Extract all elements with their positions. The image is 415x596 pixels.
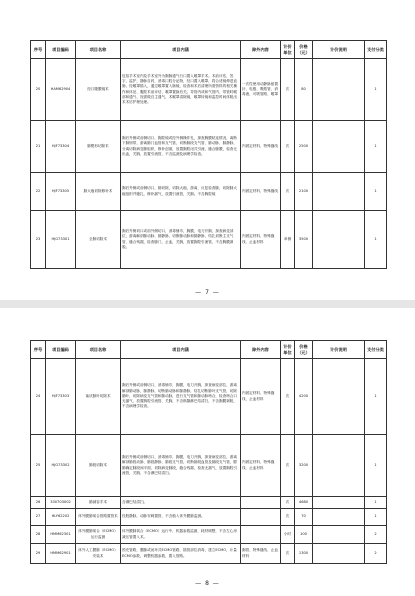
header-name: 项目名称 bbox=[76, 41, 121, 59]
header-note: 计价说明 bbox=[313, 341, 365, 359]
header-note: 计价说明 bbox=[313, 41, 365, 59]
header-pay: 支付分类 bbox=[365, 341, 387, 359]
row-name: 袖状肺叶切除术 bbox=[76, 359, 121, 435]
row-name: 经口腹膜镜术 bbox=[76, 59, 121, 121]
row-note bbox=[313, 435, 365, 497]
row-content: 胸后外侧切口或前外侧切口，消毒铺巾，胸膜，电刀开胸，探查病变部位，游离解剖肺动脉、肺静脉，切断肺动脉和肺静脉，结扎切断主支气管，缝合残端，检查肺门，止血，关胸，放置胸腔引流管，不含胸膜剥脱。 bbox=[121, 211, 241, 269]
table-row bbox=[31, 497, 387, 509]
row-exclude bbox=[241, 497, 281, 509]
row-content: 含淋巴结清扫。 bbox=[121, 497, 241, 509]
row-pay: 1 bbox=[365, 211, 387, 269]
row-unit: 次 bbox=[281, 59, 295, 121]
row-code: HAM62904 bbox=[46, 59, 76, 121]
row-pay: 1 bbox=[365, 435, 387, 497]
table-row bbox=[31, 544, 387, 564]
header-price: 价格（元） bbox=[295, 341, 313, 359]
header-name: 项目名称 bbox=[76, 341, 121, 359]
row-no: 28 bbox=[31, 526, 46, 544]
row-name: 肺段切除术 bbox=[76, 435, 121, 497]
row-note bbox=[313, 59, 365, 121]
document-page-8 bbox=[0, 308, 415, 596]
row-pay: 2 bbox=[365, 526, 387, 544]
table-row bbox=[31, 526, 387, 544]
row-content: 胸后外侧或前侧切口，肺切除，切除大疱，游离，反复检查肺，切除肺大疱组织并缝扎，修补漏气，放置引流管，关胸。不含胸腔镜 bbox=[121, 173, 241, 211]
row-no: 21 bbox=[31, 121, 46, 173]
row-name: 体外膜肺氧合（ECMO）运行监测 bbox=[76, 526, 121, 544]
row-price: 4680 bbox=[295, 497, 313, 509]
row-name: 全肺切除术 bbox=[76, 211, 121, 269]
row-code: 330703002 bbox=[46, 497, 76, 509]
page-separator bbox=[0, 300, 415, 308]
row-exclude: 内固定材料、特殊缝线 bbox=[241, 173, 281, 211]
row-price: 80 bbox=[295, 59, 313, 121]
row-pay: 1 bbox=[365, 173, 387, 211]
pricing-table-page-7 bbox=[30, 40, 387, 269]
table-header-row bbox=[31, 41, 387, 59]
row-name: 肺大疱切除修补术 bbox=[76, 173, 121, 211]
row-exclude: 内固定材料、特殊缝线 bbox=[241, 121, 281, 173]
row-no: 27 bbox=[31, 509, 46, 526]
row-pay: 2 bbox=[365, 544, 387, 564]
row-exclude: 胸管、特殊缝线、止血材料 bbox=[241, 544, 281, 564]
page-number: — 7 — bbox=[195, 289, 220, 296]
table-row bbox=[31, 359, 387, 435]
row-exclude bbox=[241, 509, 281, 526]
row-exclude: 一次性使用动静脉留置针、电极、吸脓管、消毒液、可吸管路、喉罩 bbox=[241, 59, 281, 121]
table-row bbox=[31, 121, 387, 173]
table-row bbox=[31, 435, 387, 497]
row-exclude: 内固定材料、特殊缝线、止血材料 bbox=[241, 359, 281, 435]
row-unit: 单侧 bbox=[281, 211, 295, 269]
row-content: 胸后外侧或前侧切口，消毒铺巾，胸膜，电刀开胸，探查病变部位，游离解剖肺段动脉、肺段静脉、肺段支气管，切断肺段血管及肺段支气管，膨肺确定肺段间平面，切除病变肺段，缝合残端，检查无漏气，放置胸腔引流管，关胸，不含淋巴结清扫。 bbox=[121, 435, 241, 497]
row-no: 29 bbox=[31, 544, 46, 564]
row-pay: 1 bbox=[365, 121, 387, 173]
header-no: 序号 bbox=[31, 41, 46, 59]
row-note bbox=[313, 544, 365, 564]
row-unit: 次 bbox=[281, 544, 295, 564]
row-code: HJG73302 bbox=[46, 435, 76, 497]
row-note bbox=[313, 359, 365, 435]
row-unit: 次 bbox=[281, 121, 295, 173]
row-price: 4200 bbox=[295, 359, 313, 435]
row-note bbox=[313, 497, 365, 509]
row-unit: 次 bbox=[281, 435, 295, 497]
row-note bbox=[313, 509, 365, 526]
row-note bbox=[313, 173, 365, 211]
row-note bbox=[313, 121, 365, 173]
row-pay: 1 bbox=[365, 509, 387, 526]
row-note bbox=[313, 526, 365, 544]
row-name: 肺楔形切除术 bbox=[76, 121, 121, 173]
header-pay: 支付分类 bbox=[365, 41, 387, 59]
row-price: 2100 bbox=[295, 173, 313, 211]
row-no: 25 bbox=[31, 435, 46, 497]
row-no: 24 bbox=[31, 359, 46, 435]
header-content: 项目内涵 bbox=[121, 341, 241, 359]
row-pay: 1 bbox=[365, 59, 387, 121]
header-exclude: 除外内容 bbox=[241, 341, 281, 359]
table-header-row bbox=[31, 341, 387, 359]
row-price: 1300 bbox=[295, 544, 313, 564]
header-exclude: 除外内容 bbox=[241, 41, 281, 59]
header-code: 项目编码 bbox=[46, 41, 76, 59]
row-code: HMM62301 bbox=[46, 526, 76, 544]
row-content: 体外膜肺氧合（ECMO）运行中，机器参数监测，耗材调整，不含左心房减压管置入术。 bbox=[121, 526, 241, 544]
row-unit: 小时 bbox=[281, 526, 295, 544]
row-name: 体外人工膜肺（ECMO）安装术 bbox=[76, 544, 121, 564]
page-number: — 8 — bbox=[195, 580, 220, 587]
table-row bbox=[31, 509, 387, 526]
row-unit: 次 bbox=[281, 359, 295, 435]
row-unit: 次 bbox=[281, 173, 295, 211]
header-code: 项目编码 bbox=[46, 341, 76, 359]
row-content: 包括手术室内及手术室外为胸肠通气行口置入喉罩手术。术前评估，签字，监护，静脉自药，消毒口腔分泌物，经口置入喉罩，将合适镜伸进直肠，经喉罩插入，通过喉罩置入肠镜，检查和术后清理所需资料的相关操作和体征、腹腔术前评估、喉罩置换有关。导管内或和气管内、带管时喉部和通气、视需做自主通气，术喉罩清除镜，喉罩转镜和监控时间体脱出术术后护理处理。 bbox=[121, 59, 241, 121]
row-content: 胸后外侧或前侧切口，胸腔镜或经外侧操作孔，探查胸膜粘连情况，离断下肺韧带，游离肺门血管和支气管，切断肺段支气管、肺动脉、肺静脉，分离切除病变肺组织，修补创面，放置胸腔闭式引流，缝合肺膜，检查无出血，关胸，放置引流管，不含监测及病理学检查。 bbox=[121, 121, 241, 173]
row-price: 3500 bbox=[295, 211, 313, 269]
row-no: 26 bbox=[31, 497, 46, 509]
row-content: 经股静脉，动脉穿刺置管，不含植入体外膜肺监测。 bbox=[121, 509, 241, 526]
row-price: 2500 bbox=[295, 121, 313, 173]
header-price: 价格（元） bbox=[295, 41, 313, 59]
table-row bbox=[31, 173, 387, 211]
header-unit: 计价单位 bbox=[281, 341, 295, 359]
row-name: 肺减容手术 bbox=[76, 497, 121, 509]
row-note bbox=[313, 211, 365, 269]
row-unit: 次 bbox=[281, 497, 295, 509]
row-unit: 次 bbox=[281, 509, 295, 526]
pricing-table-page-8 bbox=[30, 340, 387, 564]
row-name: 体外膜肺氧合管路置管术 bbox=[76, 509, 121, 526]
row-price: 70 bbox=[295, 509, 313, 526]
table-row bbox=[31, 211, 387, 269]
table-row bbox=[31, 59, 387, 121]
row-code: HLY62202 bbox=[46, 509, 76, 526]
row-no: 20 bbox=[31, 59, 46, 121]
row-code: HMM62901 bbox=[46, 544, 76, 564]
row-pay: 1 bbox=[365, 497, 387, 509]
header-unit: 计价单位 bbox=[281, 41, 295, 59]
row-exclude: 内固定材料、特殊缝线、止血材料 bbox=[241, 211, 281, 269]
row-code: HJF73303 bbox=[46, 359, 76, 435]
row-no: 23 bbox=[31, 211, 46, 269]
row-exclude: 内固定材料、特殊缝线、止血材料 bbox=[241, 435, 281, 497]
header-no: 序号 bbox=[31, 341, 46, 359]
row-pay: 1 bbox=[365, 359, 387, 435]
row-code: HJG73301 bbox=[46, 211, 76, 269]
row-exclude bbox=[241, 526, 281, 544]
row-no: 22 bbox=[31, 173, 46, 211]
row-code: HJF73305 bbox=[46, 173, 76, 211]
row-price: 100 bbox=[295, 526, 313, 544]
row-price: 3200 bbox=[295, 435, 313, 497]
row-content: 胸后外侧或前侧切口，消毒铺巾，胸膜，电刀开胸，探查病变部位，游离解剖肺动脉，肺静脉，切断肺动脉和肺静脉，结扎切断肺叶支气管，切除肺叶，切除病变支气管和肺动脉，进行支气管和肺动脉吻合，检查吻合口无漏气，放置胸腔引流管，关胸，不含纵隔淋巴结清扫，不含胸膜剥脱，不含病理学检查。 bbox=[121, 359, 241, 435]
row-content: 预充管路，膜肺或闭环式ECMO管路，插管部位消毒，建立ECMO，计量ECMO参数，调整机器参数，置入管路。 bbox=[121, 544, 241, 564]
header-content: 项目内涵 bbox=[121, 41, 241, 59]
row-code: HJF73304 bbox=[46, 121, 76, 173]
